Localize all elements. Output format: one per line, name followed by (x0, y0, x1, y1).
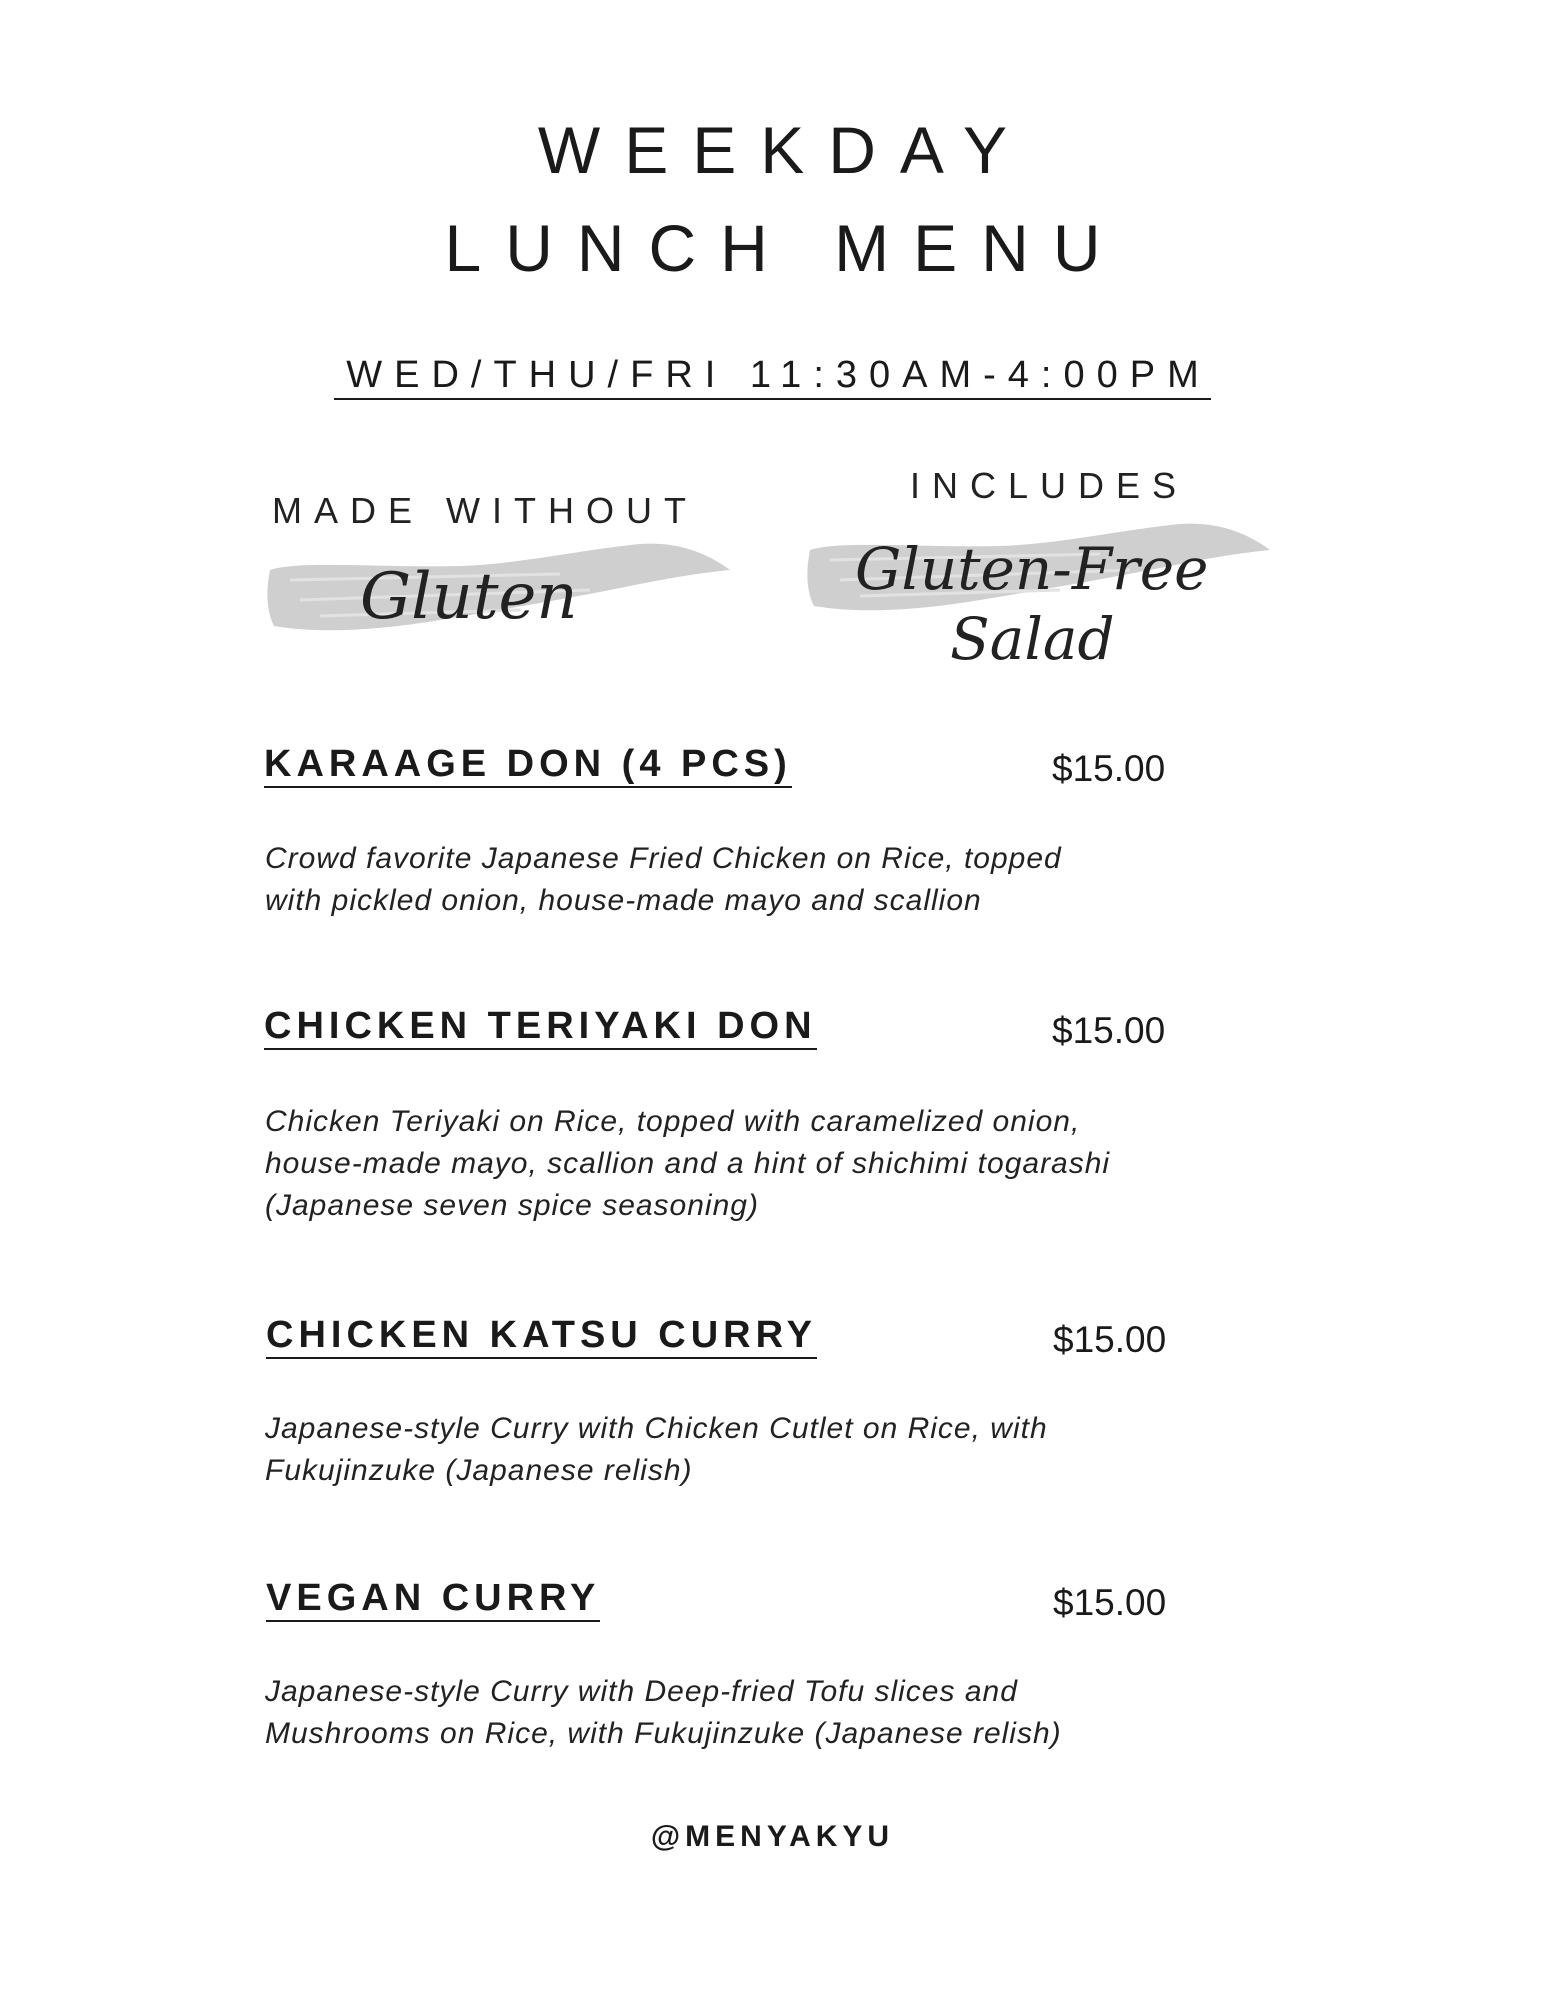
badge-script-line-1: Gluten-Free (855, 535, 1209, 603)
menu-item-name: VEGAN CURRY (266, 1576, 600, 1622)
menu-item-description (265, 838, 1225, 922)
social-handle: @MENYAKYU (650, 1820, 895, 1853)
menu-title-line-1: WEEKDAY (537, 113, 1032, 187)
badge-script-text: Gluten (360, 560, 578, 634)
badge-includes-salad (800, 465, 1280, 695)
menu-item-name: CHICKEN TERIYAKI DON (264, 1004, 817, 1050)
description-line: house-made mayo, scallion and a hint of shichimi togarashi (265, 1147, 1111, 1180)
service-hours-text: WED/THU/FRI 11:30AM-4:00PM (334, 354, 1211, 400)
menu-item-price: $15.00 (1053, 1582, 1167, 1623)
service-hours (0, 354, 1545, 397)
description-line: Crowd favorite Japanese Fried Chicken on Rice, topped (265, 842, 1062, 875)
description-line: Mushrooms on Rice, with Fukujinzuke (Japanese relish) (265, 1717, 1062, 1750)
badge-made-without-gluten (255, 480, 745, 660)
badge-script-line-2: Salad (950, 605, 1115, 673)
description-line: Chicken Teriyaki on Rice, topped with caramelized onion, (265, 1105, 1081, 1138)
menu-item-description (265, 1101, 1225, 1227)
menu-item-price: $15.00 (1053, 1319, 1167, 1360)
badge-label: MADE WITHOUT (272, 490, 698, 531)
menu-item-price: $15.00 (1052, 748, 1166, 789)
description-line: with pickled onion, house-made mayo and scallion (265, 884, 982, 917)
menu-title-line-2: LUNCH MENU (444, 211, 1125, 285)
menu-item-name: CHICKEN KATSU CURRY (266, 1313, 817, 1359)
description-line: (Japanese seven spice seasoning) (265, 1189, 759, 1222)
description-line: Japanese-style Curry with Deep-fried Tofu slices and (265, 1675, 1018, 1708)
menu-item-description (265, 1671, 1225, 1755)
description-line: Fukujinzuke (Japanese relish) (265, 1454, 693, 1487)
menu-item-name: KARAAGE DON (4 PCS) (264, 742, 792, 788)
menu-item-price: $15.00 (1052, 1010, 1166, 1051)
badge-label: INCLUDES (910, 465, 1189, 506)
description-line: Japanese-style Curry with Chicken Cutlet on Rice, with (265, 1412, 1048, 1445)
menu-item-description (265, 1408, 1225, 1492)
